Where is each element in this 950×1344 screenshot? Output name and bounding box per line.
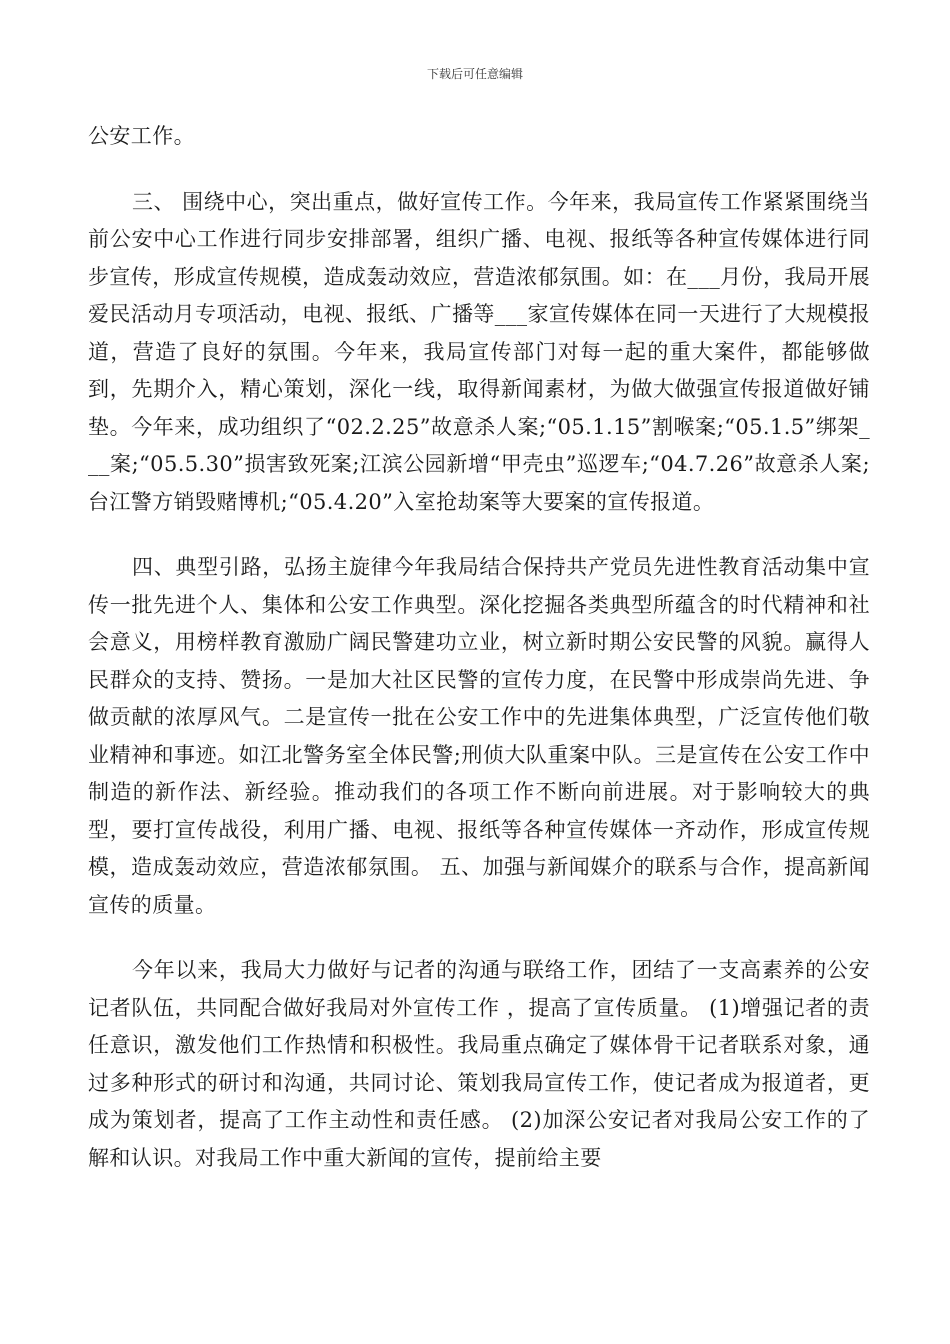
paragraph-gap [88,924,870,952]
paragraph-media-cooperation: 今年以来，我局大力做好与记者的沟通与联络工作，团结了一支高素养的公安记者队伍，共同配合做好我局对外宣传工作 ，提高了宣传质量。 (1)增强记者的责任意识，激发他们工作热情和积极性。我局重点确定了媒体骨干记者联系对象，通过多种形式的研讨和沟通，共同讨论、策划我局宣传工作，使记者成为报道者，更成为策划者，提高了工作主动性和责任感。 (2)加深公安记者对我局公安工作的了解和认识。对我局工作中重大新闻的宣传，提前给主要 [88,958,870,1170]
paragraph-gap [88,156,870,184]
paragraph-continuation: 公安工作。 [88,124,195,148]
paragraph-section-three: 三、 围绕中心，突出重点，做好宣传工作。今年来，我局宣传工作紧紧围绕当前公安中心工作进行同步安排部署，组织广播、电视、报纸等各种宣传媒体进行同步宣传，形成宣传规模，造成轰动效应，营造浓郁氛围。如：在___月份，我局开展爱民活动月专项活动，电视、报纸、广播等___家宣传媒体在同一天进行了大规模报道，营造了良好的氛围。今年来，我局宣传部门对每一起的重大案件，都能够做到，先期介入，精心策划，深化一线，取得新闻素材，为做大做强宣传报道做好铺垫。今年来，成功组织了“02.2.25”故意杀人案;“05.1.15”割喉案;“05.1.5”绑架___案;“05.5.30”损害致死案;江滨公园新增“甲壳虫”巡逻车;“04.7.26”故意杀人案;台江警方销毁赌博机;“05.4.20”入室抢劫案等大要案的宣传报道。 [88,189,870,514]
page-header-note: 下载后可任意编辑 [426,67,523,81]
paragraph-gap [88,521,870,549]
paragraph-section-four: 四、典型引路，弘扬主旋律今年我局结合保持共产党员先进性教育活动集中宣传一批先进个人、集体和公安工作典型。深化挖掘各类典型所蕴含的时代精神和社会意义，用榜样教育激励广阔民警建功立业，树立新时期公安民警的风貌。赢得人民群众的支持、赞扬。一是加大社区民警的宣传力度，在民警中形成崇尚先进、争做贡献的浓厚风气。二是宣传一批在公安工作中的先进集体典型，广泛宣传他们敬业精神和事迹。如江北警务室全体民警;刑侦大队重案中队。三是宣传在公安工作中制造的新作法、新经验。推动我们的各项工作不断向前进展。对于影响较大的典型，要打宣传战役，利用广播、电视、报纸等各种宣传媒体一齐动作，形成宣传规模，造成轰动效应，营造浓郁氛围。 五、加强与新闻媒介的联系与合作，提高新闻宣传的质量。 [88,555,870,917]
document-body [88,118,870,1177]
